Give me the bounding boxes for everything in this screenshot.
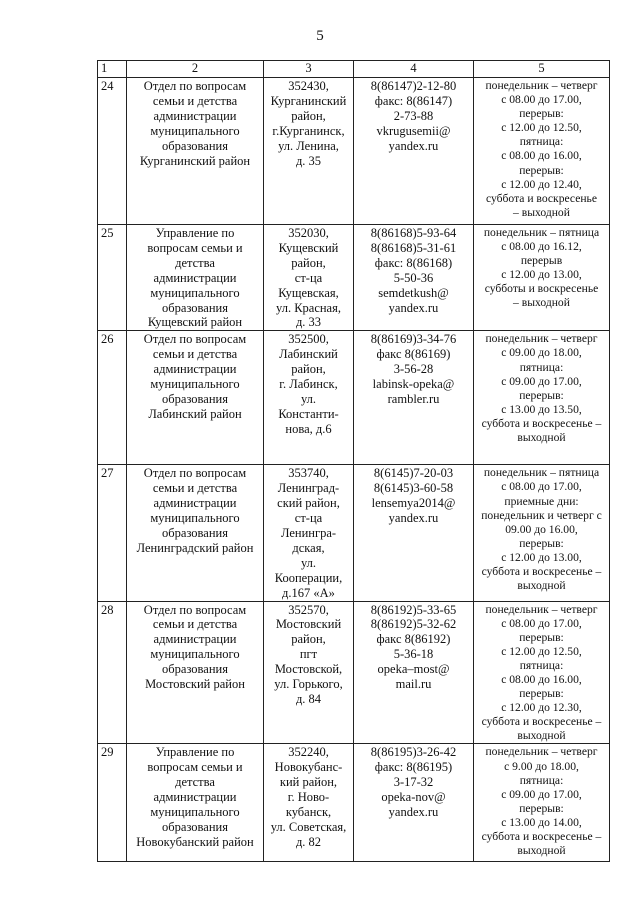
table-row [98, 225, 610, 331]
department-schedule: понедельник – четверг с 08.00 до 17.00, перерыв: с 12.00 до 12.50, пятница: с 08.00 до 16.00, перерыв: с 12.00 до 12.30, суббота и воскресенье – выходной [474, 601, 610, 744]
department-address: 352500, Лабинский район, г. Лабинск, ул. Константи- нова, д.6 [264, 331, 354, 465]
column-header-number: 1 [98, 61, 127, 78]
table-row [98, 465, 610, 601]
department-name: Отдел по вопросам семьи и детства администрации муниципального образования Ленинградский район [127, 465, 264, 601]
row-number: 24 [98, 78, 127, 225]
column-header-name: 2 [127, 61, 264, 78]
department-schedule: понедельник – четверг с 08.00 до 17.00, перерыв: с 12.00 до 12.50, пятница: с 08.00 до 16.00, перерыв: с 12.00 до 12.40, суббота и воскресенье – выходной [474, 78, 610, 225]
registry-table [97, 60, 610, 862]
department-name: Отдел по вопросам семьи и детства администрации муниципального образования Лабинский район [127, 331, 264, 465]
department-contacts: 8(86169)3-34-76 факс 8(86169) 3-56-28 labinsk-opeka@ rambler.ru [354, 331, 474, 465]
row-number: 28 [98, 601, 127, 744]
column-header-address: 3 [264, 61, 354, 78]
row-number: 25 [98, 225, 127, 331]
department-address: 352430, Курганинский район, г.Курганинск, ул. Ленина, д. 35 [264, 78, 354, 225]
department-address: 352240, Новокубанс- кий район, г. Ново- кубанск, ул. Советская, д. 82 [264, 744, 354, 862]
department-address: 352030, Кущевский район, ст-ца Кущевская, ул. Красная, д. 33 [264, 225, 354, 331]
department-schedule: понедельник – четверг с 9.00 до 18.00, пятница: с 09.00 до 17.00, перерыв: с 13.00 до 14.00, суббота и воскресенье – выходной [474, 744, 610, 862]
row-number: 29 [98, 744, 127, 862]
row-number: 27 [98, 465, 127, 601]
department-address: 353740, Ленинград- ский район, ст-ца Ленингра- дская, ул. Кооперации, д.167 «А» [264, 465, 354, 601]
department-schedule: понедельник – пятница с 08.00 до 17.00, приемные дни: понедельник и четверг с 09.00 до 16.00, перерыв: с 12.00 до 13.00, суббота и воскресенье – выходной [474, 465, 610, 601]
row-number: 26 [98, 331, 127, 465]
column-header-contacts: 4 [354, 61, 474, 78]
department-contacts: 8(6145)7-20-03 8(6145)3-60-58 lensemya2014@ yandex.ru [354, 465, 474, 601]
page-number: 5 [316, 28, 324, 44]
department-name: Отдел по вопросам семьи и детства администрации муниципального образования Мостовский район [127, 601, 264, 744]
department-name: Отдел по вопросам семьи и детства администрации муниципального образования Курганинский район [127, 78, 264, 225]
department-contacts: 8(86192)5-33-65 8(86192)5-32-62 факс 8(86192) 5-36-18 opeka–most@ mail.ru [354, 601, 474, 744]
department-schedule: понедельник – пятница с 08.00 до 16.12, перерыв с 12.00 до 13.00, субботы и воскресенье – выходной [474, 225, 610, 331]
department-name: Управление по вопросам семьи и детства администрации муниципального образования Новокубанский район [127, 744, 264, 862]
table-header-row [98, 61, 610, 78]
table-row [98, 331, 610, 465]
table-row [98, 601, 610, 744]
department-address: 352570, Мостовский район, пгт Мостовской, ул. Горького, д. 84 [264, 601, 354, 744]
department-contacts: 8(86168)5-93-64 8(86168)5-31-61 факс: 8(86168) 5-50-36 semdetkush@ yandex.ru [354, 225, 474, 331]
department-contacts: 8(86147)2-12-80 факс: 8(86147) 2-73-88 vkrugusemii@ yandex.ru [354, 78, 474, 225]
table-row [98, 744, 610, 862]
column-header-schedule: 5 [474, 61, 610, 78]
department-name: Управление по вопросам семьи и детства администрации муниципального образования Кущевский район [127, 225, 264, 331]
department-contacts: 8(86195)3-26-42 факс: 8(86195) 3-17-32 opeka-nov@ yandex.ru [354, 744, 474, 862]
department-schedule: понедельник – четверг с 09.00 до 18.00, пятница: с 09.00 до 17.00, перерыв: с 13.00 до 13.50, суббота и воскресенье – выходной [474, 331, 610, 465]
table-row [98, 78, 610, 225]
